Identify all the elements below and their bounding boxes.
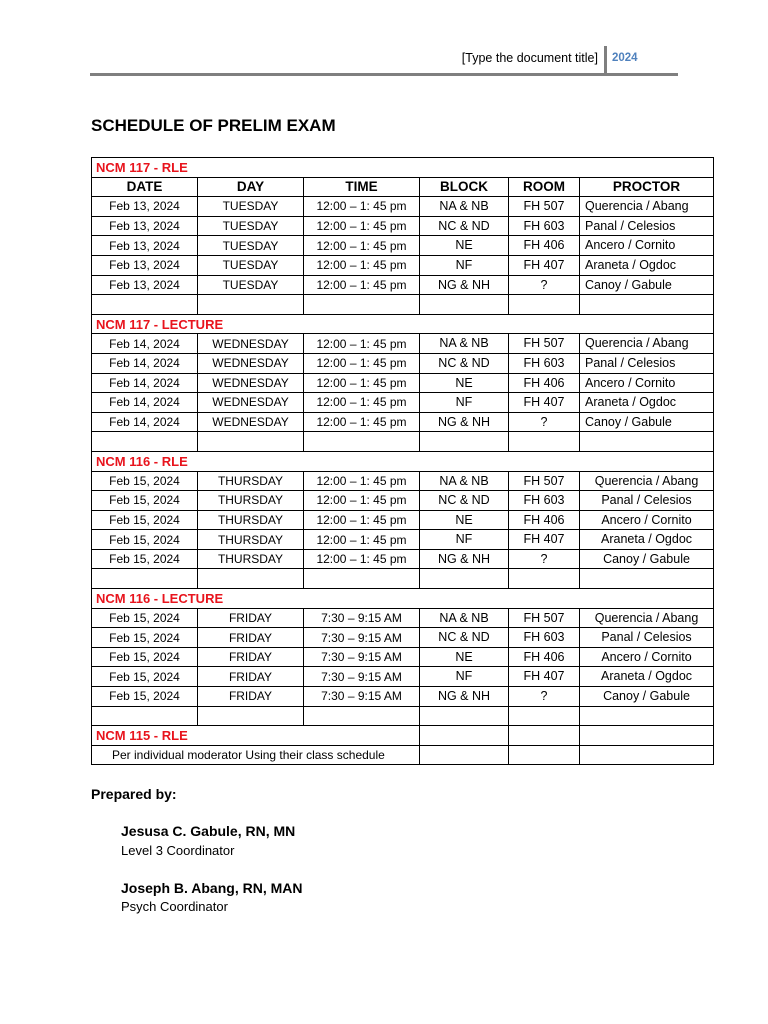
block-cell: NF	[420, 255, 509, 275]
block-cell: NG & NH	[420, 549, 509, 569]
empty-cell	[509, 432, 580, 452]
empty-cell	[198, 295, 304, 315]
empty-cell	[509, 706, 580, 726]
proctor-cell: Querencia / Abang	[580, 471, 714, 491]
header-separator	[604, 46, 607, 74]
day-cell: TUESDAY	[198, 216, 304, 236]
empty-row	[92, 706, 714, 726]
empty-cell	[580, 745, 714, 765]
section-row	[92, 589, 714, 609]
section-row	[92, 451, 714, 471]
signer-name: Jesusa C. Gabule, RN, MN	[121, 823, 296, 839]
date-cell: Feb 13, 2024	[92, 275, 198, 295]
empty-cell	[509, 745, 580, 765]
table-row	[92, 373, 714, 393]
time-cell: 12:00 – 1: 45 pm	[304, 334, 420, 354]
proctor-cell: Querencia / Abang	[580, 608, 714, 628]
date-cell: Feb 15, 2024	[92, 510, 198, 530]
date-cell: Feb 14, 2024	[92, 334, 198, 354]
date-cell: Feb 15, 2024	[92, 471, 198, 491]
day-cell: THURSDAY	[198, 530, 304, 550]
table-row	[92, 197, 714, 217]
empty-cell	[420, 706, 509, 726]
empty-cell	[420, 745, 509, 765]
page-title: SCHEDULE OF PRELIM EXAM	[91, 116, 336, 135]
note-row	[92, 745, 714, 765]
time-cell: 12:00 – 1: 45 pm	[304, 491, 420, 511]
schedule-table	[91, 157, 714, 765]
room-cell: ?	[509, 412, 580, 432]
day-cell: FRIDAY	[198, 628, 304, 648]
date-cell: Feb 13, 2024	[92, 255, 198, 275]
day-cell: WEDNESDAY	[198, 353, 304, 373]
empty-cell	[92, 295, 198, 315]
day-cell: TUESDAY	[198, 255, 304, 275]
day-cell: WEDNESDAY	[198, 393, 304, 413]
time-cell: 7:30 – 9:15 AM	[304, 667, 420, 687]
date-cell: Feb 15, 2024	[92, 491, 198, 511]
block-cell: NG & NH	[420, 412, 509, 432]
proctor-cell: Canoy / Gabule	[580, 275, 714, 295]
block-cell: NG & NH	[420, 275, 509, 295]
header-year: 2024	[612, 52, 638, 64]
day-cell: THURSDAY	[198, 491, 304, 511]
table-row	[92, 353, 714, 373]
empty-cell	[509, 295, 580, 315]
signer-role: Psych Coordinator	[121, 899, 228, 914]
column-header: TIME	[304, 177, 420, 197]
proctor-cell: Querencia / Abang	[580, 334, 714, 354]
room-cell: FH 507	[509, 608, 580, 628]
time-cell: 12:00 – 1: 45 pm	[304, 471, 420, 491]
room-cell: FH 507	[509, 197, 580, 217]
table-row	[92, 549, 714, 569]
proctor-cell: Canoy / Gabule	[580, 412, 714, 432]
day-cell: TUESDAY	[198, 275, 304, 295]
room-cell: FH 406	[509, 236, 580, 256]
block-cell: NE	[420, 236, 509, 256]
room-cell: FH 406	[509, 510, 580, 530]
header-row	[92, 177, 714, 197]
block-cell: NC & ND	[420, 491, 509, 511]
proctor-cell: Araneta / Ogdoc	[580, 530, 714, 550]
time-cell: 12:00 – 1: 45 pm	[304, 353, 420, 373]
block-cell: NC & ND	[420, 216, 509, 236]
header-rule	[90, 73, 678, 76]
proctor-cell: Canoy / Gabule	[580, 687, 714, 707]
time-cell: 12:00 – 1: 45 pm	[304, 373, 420, 393]
proctor-cell: Panal / Celesios	[580, 353, 714, 373]
time-cell: 7:30 – 9:15 AM	[304, 628, 420, 648]
day-cell: WEDNESDAY	[198, 412, 304, 432]
day-cell: FRIDAY	[198, 667, 304, 687]
day-cell: THURSDAY	[198, 549, 304, 569]
time-cell: 12:00 – 1: 45 pm	[304, 275, 420, 295]
proctor-cell: Araneta / Ogdoc	[580, 255, 714, 275]
time-cell: 12:00 – 1: 45 pm	[304, 530, 420, 550]
block-cell: NA & NB	[420, 197, 509, 217]
empty-cell	[580, 432, 714, 452]
schedule-note: Per individual moderator Using their class schedule	[92, 745, 420, 765]
room-cell: FH 507	[509, 334, 580, 354]
date-cell: Feb 14, 2024	[92, 412, 198, 432]
section-row	[92, 726, 714, 746]
block-cell: NA & NB	[420, 608, 509, 628]
proctor-cell: Araneta / Ogdoc	[580, 393, 714, 413]
block-cell: NF	[420, 393, 509, 413]
section-label: NCM 116 - RLE	[92, 451, 714, 471]
room-cell: FH 407	[509, 667, 580, 687]
time-cell: 12:00 – 1: 45 pm	[304, 510, 420, 530]
empty-cell	[304, 569, 420, 589]
table-row	[92, 275, 714, 295]
room-cell: FH 603	[509, 491, 580, 511]
empty-cell	[92, 569, 198, 589]
block-cell: NE	[420, 373, 509, 393]
block-cell: NA & NB	[420, 334, 509, 354]
room-cell: FH 406	[509, 647, 580, 667]
proctor-cell: Panal / Celesios	[580, 628, 714, 648]
table-row	[92, 608, 714, 628]
date-cell: Feb 13, 2024	[92, 216, 198, 236]
empty-cell	[304, 295, 420, 315]
proctor-cell: Araneta / Ogdoc	[580, 667, 714, 687]
block-cell: NC & ND	[420, 353, 509, 373]
date-cell: Feb 15, 2024	[92, 628, 198, 648]
block-cell: NC & ND	[420, 628, 509, 648]
time-cell: 7:30 – 9:15 AM	[304, 687, 420, 707]
column-header: DAY	[198, 177, 304, 197]
room-cell: FH 603	[509, 353, 580, 373]
room-cell: FH 407	[509, 255, 580, 275]
date-cell: Feb 15, 2024	[92, 647, 198, 667]
empty-row	[92, 569, 714, 589]
signer-role: Level 3 Coordinator	[121, 843, 235, 858]
room-cell: FH 407	[509, 393, 580, 413]
date-cell: Feb 15, 2024	[92, 549, 198, 569]
date-cell: Feb 13, 2024	[92, 236, 198, 256]
section-label: NCM 117 - LECTURE	[92, 314, 714, 334]
proctor-cell: Querencia / Abang	[580, 197, 714, 217]
proctor-cell: Ancero / Cornito	[580, 647, 714, 667]
block-cell: NE	[420, 510, 509, 530]
date-cell: Feb 15, 2024	[92, 530, 198, 550]
empty-cell	[420, 295, 509, 315]
column-header: DATE	[92, 177, 198, 197]
time-cell: 12:00 – 1: 45 pm	[304, 393, 420, 413]
proctor-cell: Panal / Celesios	[580, 491, 714, 511]
table-row	[92, 628, 714, 648]
proctor-cell: Ancero / Cornito	[580, 510, 714, 530]
table-row	[92, 393, 714, 413]
empty-cell	[420, 432, 509, 452]
room-cell: ?	[509, 549, 580, 569]
signer-name: Joseph B. Abang, RN, MAN	[121, 880, 303, 896]
day-cell: TUESDAY	[198, 197, 304, 217]
empty-cell	[92, 432, 198, 452]
empty-row	[92, 295, 714, 315]
date-cell: Feb 13, 2024	[92, 197, 198, 217]
block-cell: NF	[420, 530, 509, 550]
section-row	[92, 314, 714, 334]
date-cell: Feb 15, 2024	[92, 608, 198, 628]
table-row	[92, 471, 714, 491]
time-cell: 7:30 – 9:15 AM	[304, 608, 420, 628]
table-row	[92, 491, 714, 511]
empty-cell	[92, 706, 198, 726]
empty-cell	[304, 432, 420, 452]
table-row	[92, 412, 714, 432]
time-cell: 12:00 – 1: 45 pm	[304, 412, 420, 432]
day-cell: FRIDAY	[198, 687, 304, 707]
day-cell: FRIDAY	[198, 647, 304, 667]
room-cell: ?	[509, 687, 580, 707]
date-cell: Feb 15, 2024	[92, 667, 198, 687]
time-cell: 12:00 – 1: 45 pm	[304, 197, 420, 217]
room-cell: FH 507	[509, 471, 580, 491]
table-row	[92, 647, 714, 667]
room-cell: FH 407	[509, 530, 580, 550]
time-cell: 12:00 – 1: 45 pm	[304, 216, 420, 236]
prepared-by-label: Prepared by:	[91, 786, 177, 802]
room-cell: FH 406	[509, 373, 580, 393]
block-cell: NE	[420, 647, 509, 667]
empty-cell	[304, 706, 420, 726]
column-header: PROCTOR	[580, 177, 714, 197]
empty-cell	[198, 569, 304, 589]
day-cell: TUESDAY	[198, 236, 304, 256]
table-row	[92, 667, 714, 687]
column-header: ROOM	[509, 177, 580, 197]
empty-cell	[198, 706, 304, 726]
time-cell: 12:00 – 1: 45 pm	[304, 236, 420, 256]
room-cell: ?	[509, 275, 580, 295]
day-cell: THURSDAY	[198, 471, 304, 491]
table-row	[92, 216, 714, 236]
date-cell: Feb 14, 2024	[92, 373, 198, 393]
empty-cell	[509, 569, 580, 589]
column-header: BLOCK	[420, 177, 509, 197]
table-row	[92, 687, 714, 707]
empty-cell	[580, 706, 714, 726]
table-row	[92, 530, 714, 550]
table-row	[92, 334, 714, 354]
block-cell: NA & NB	[420, 471, 509, 491]
section-row	[92, 158, 714, 178]
date-cell: Feb 14, 2024	[92, 353, 198, 373]
section-label: NCM 117 - RLE	[92, 158, 714, 178]
room-cell: FH 603	[509, 216, 580, 236]
day-cell: THURSDAY	[198, 510, 304, 530]
empty-cell	[198, 432, 304, 452]
section-label: NCM 116 - LECTURE	[92, 589, 714, 609]
block-cell: NF	[420, 667, 509, 687]
empty-cell	[509, 726, 580, 746]
empty-row	[92, 432, 714, 452]
time-cell: 12:00 – 1: 45 pm	[304, 549, 420, 569]
section-label: NCM 115 - RLE	[92, 726, 420, 746]
proctor-cell: Ancero / Cornito	[580, 373, 714, 393]
empty-cell	[580, 295, 714, 315]
day-cell: WEDNESDAY	[198, 334, 304, 354]
day-cell: FRIDAY	[198, 608, 304, 628]
header-doc-title: [Type the document title]	[461, 51, 598, 65]
empty-cell	[580, 726, 714, 746]
table-row	[92, 510, 714, 530]
table-row	[92, 236, 714, 256]
room-cell: FH 603	[509, 628, 580, 648]
empty-cell	[420, 569, 509, 589]
date-cell: Feb 14, 2024	[92, 393, 198, 413]
table-row	[92, 255, 714, 275]
empty-cell	[580, 569, 714, 589]
time-cell: 12:00 – 1: 45 pm	[304, 255, 420, 275]
proctor-cell: Ancero / Cornito	[580, 236, 714, 256]
proctor-cell: Canoy / Gabule	[580, 549, 714, 569]
block-cell: NG & NH	[420, 687, 509, 707]
date-cell: Feb 15, 2024	[92, 687, 198, 707]
proctor-cell: Panal / Celesios	[580, 216, 714, 236]
time-cell: 7:30 – 9:15 AM	[304, 647, 420, 667]
day-cell: WEDNESDAY	[198, 373, 304, 393]
empty-cell	[420, 726, 509, 746]
